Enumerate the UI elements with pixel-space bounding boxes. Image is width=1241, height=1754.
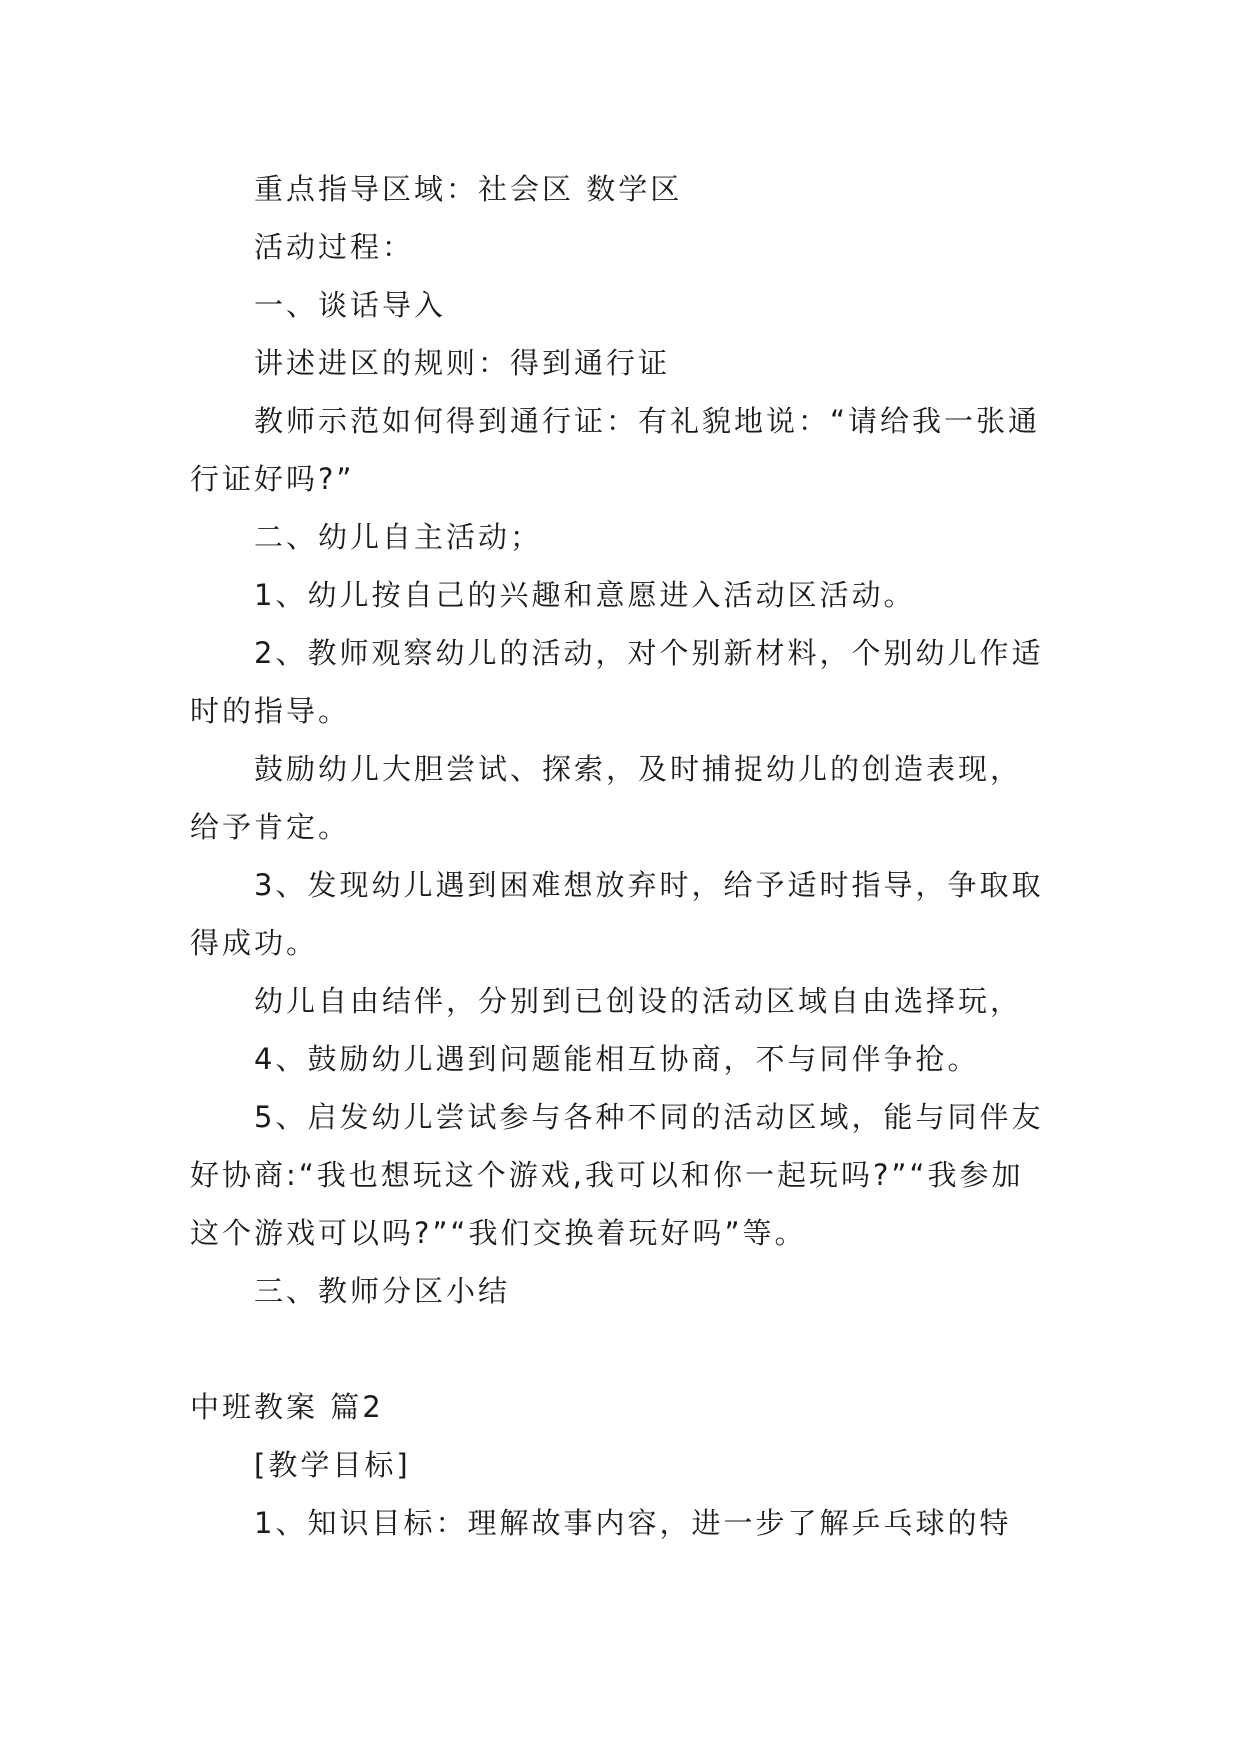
paragraph-free-choice: 幼儿自由结伴，分别到已创设的活动区域自由选择玩， (254, 984, 1023, 1018)
paragraph-rules: 讲述进区的规则：得到通行证 (254, 346, 671, 380)
paragraph-process-title: 活动过程： (254, 230, 415, 264)
paragraph-encourage: 鼓励幼儿大胆尝试、探索，及时捕捉幼儿的创造表现，给予肯定。 (190, 752, 1023, 844)
paragraph-teacher-demo: 教师示范如何得到通行证：有礼貌地说：“请给我一张通行证好吗?” (190, 404, 1041, 496)
paragraph-knowledge-goal: 1、知识目标：理解故事内容，进一步了解乒乓球的特 (254, 1506, 1012, 1540)
paragraph-step-one: 一、谈话导入 (254, 288, 447, 322)
paragraph-item-1: 1、幼儿按自己的兴趣和意愿进入活动区活动。 (254, 578, 916, 612)
paragraph-item-5: 5、启发幼儿尝试参与各种不同的活动区域，能与同伴友好协商:“我也想玩这个游戏,我可以和你一起玩吗?”“我参加这个游戏可以吗?”“我们交换着玩好吗”等。 (190, 1100, 1044, 1250)
paragraph-teaching-goals: [教学目标] (254, 1448, 411, 1482)
paragraph-key-areas: 重点指导区域：社会区 数学区 (254, 172, 683, 206)
paragraph-step-two: 二、幼儿自主活动； (254, 520, 543, 554)
section-title: 中班教案 篇2 (190, 1390, 384, 1424)
paragraph-item-3: 3、发现幼儿遇到困难想放弃时，给予适时指导，争取取得成功。 (190, 868, 1044, 960)
paragraph-item-4: 4、鼓励幼儿遇到问题能相互协商，不与同伴争抢。 (254, 1042, 980, 1076)
document-body (190, 160, 1050, 1552)
paragraph-step-three: 三、教师分区小结 (254, 1274, 511, 1308)
section-spacer (190, 1320, 1050, 1378)
paragraph-item-2: 2、教师观察幼儿的活动，对个别新材料，个别幼儿作适时的指导。 (190, 636, 1044, 728)
